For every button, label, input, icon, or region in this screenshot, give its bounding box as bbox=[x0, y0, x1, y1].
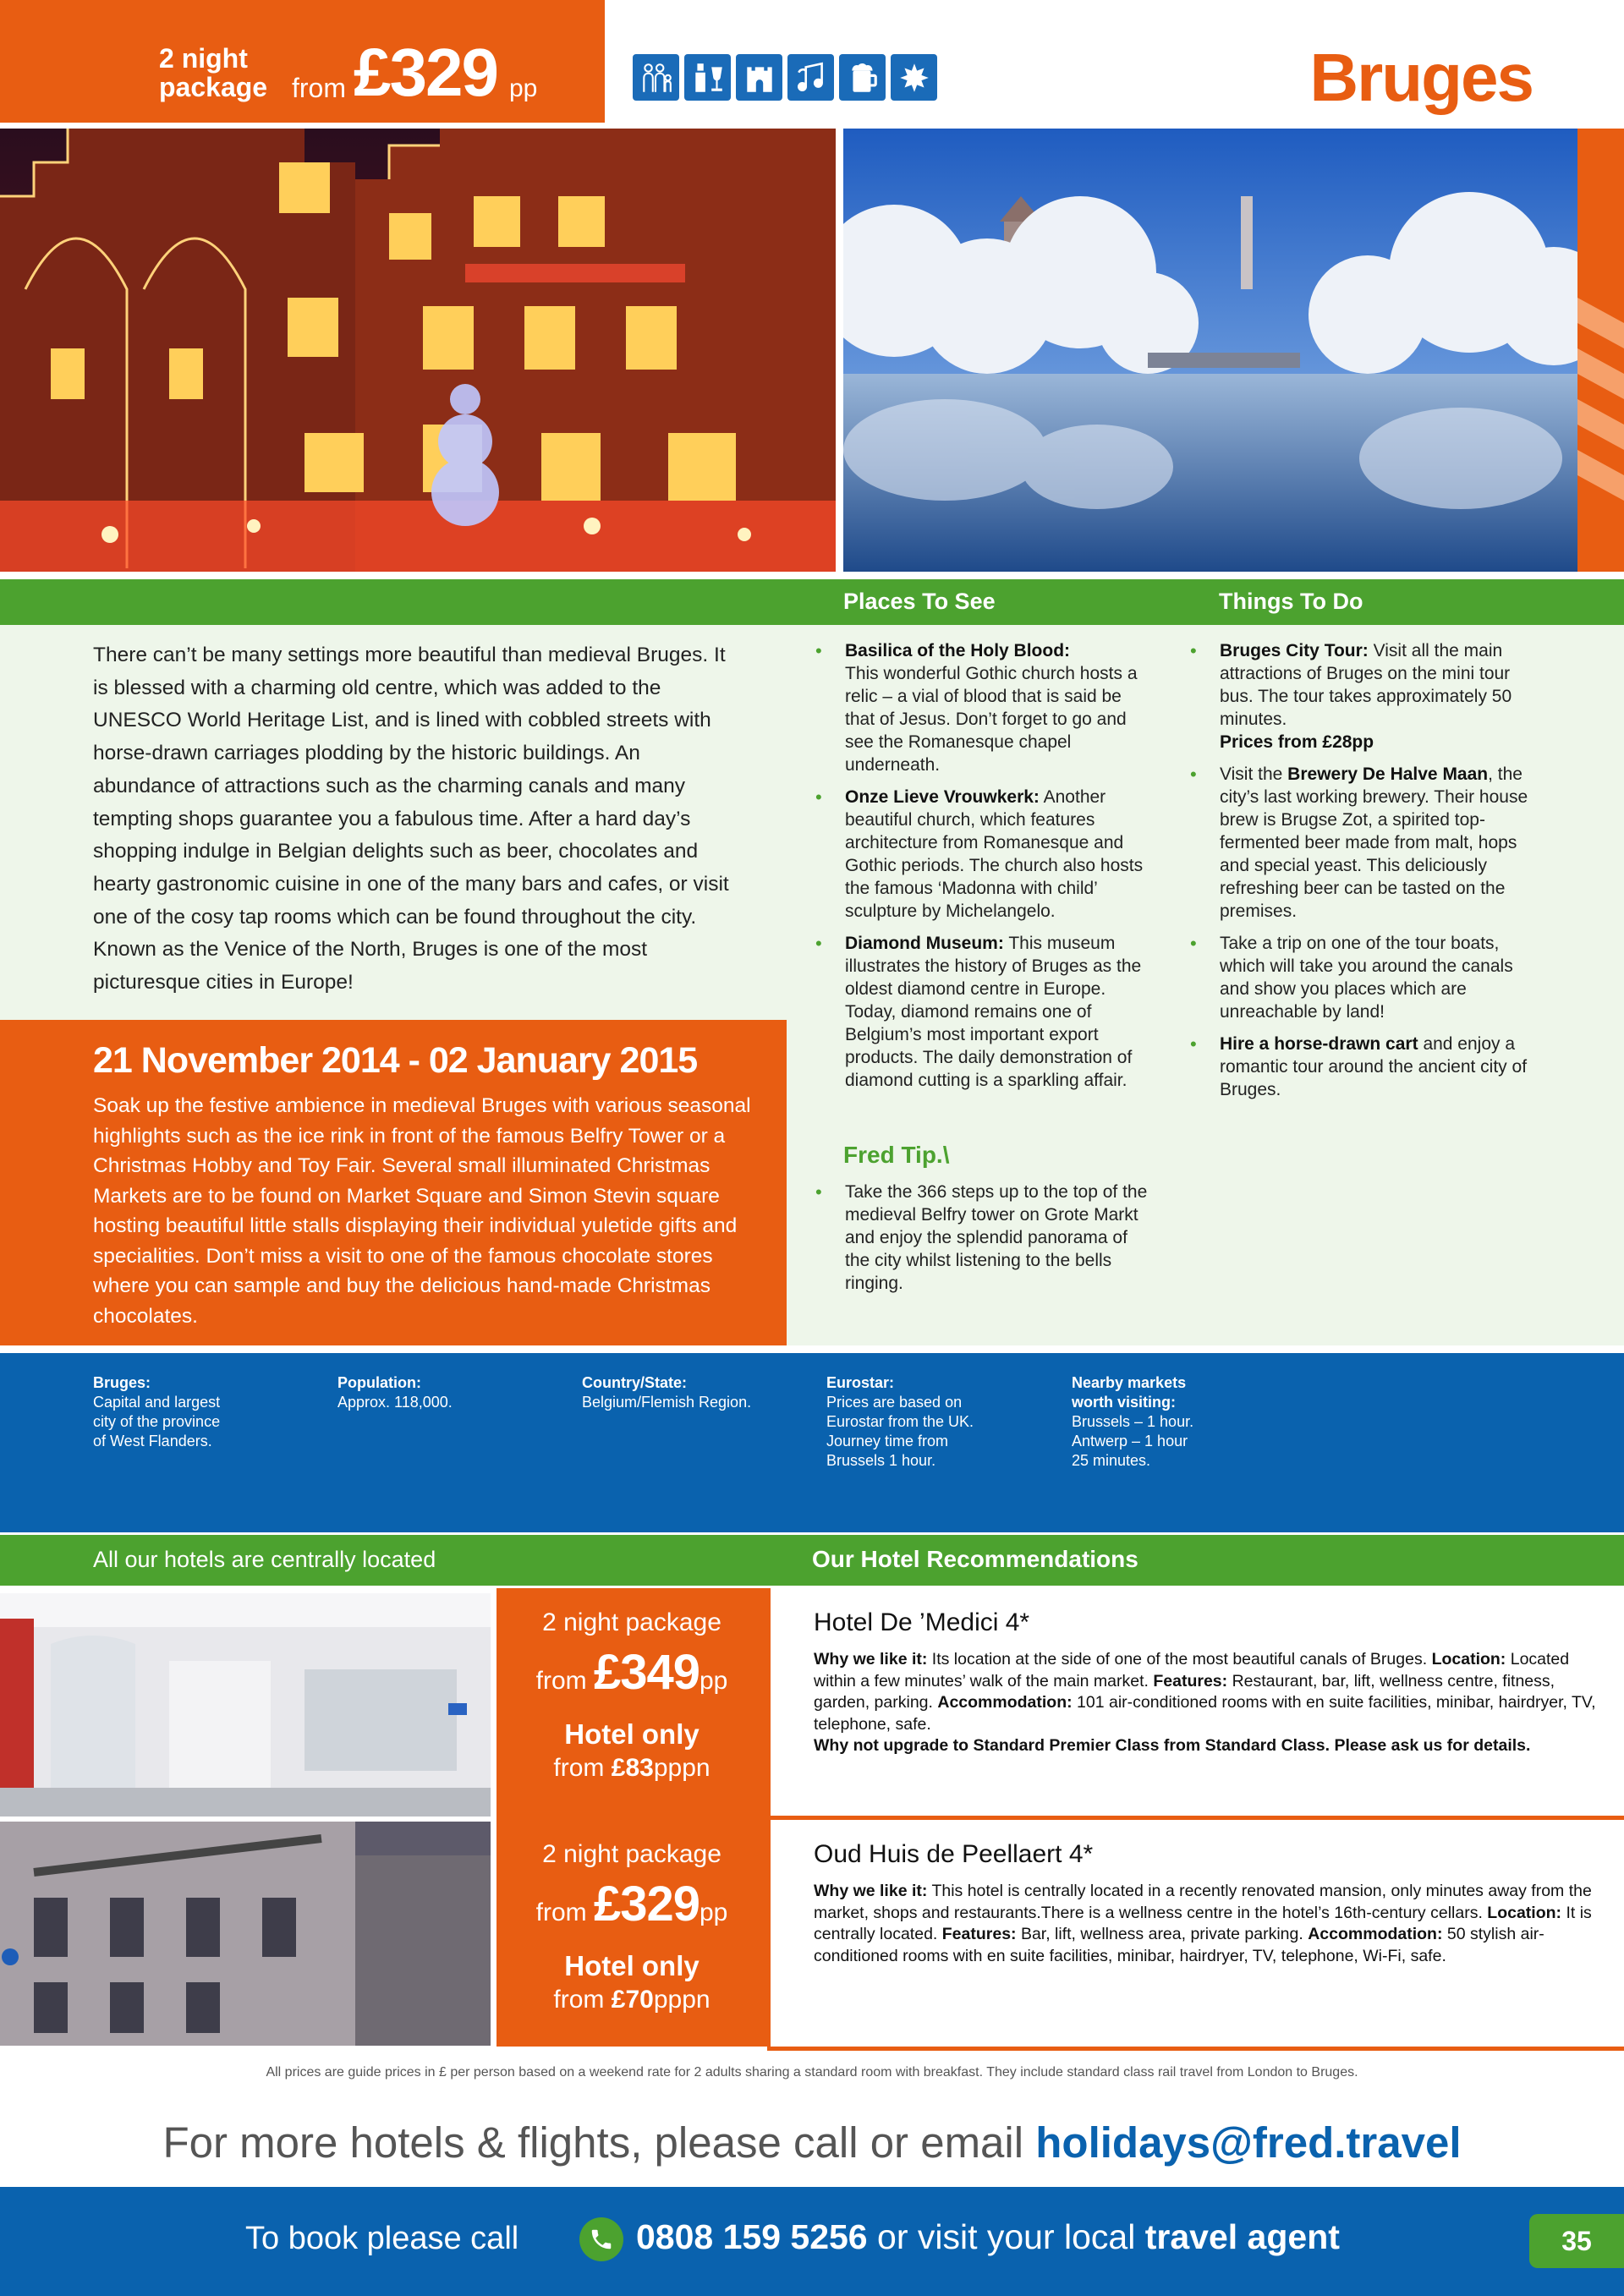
festive-promo bbox=[0, 1020, 787, 1345]
section-header-band bbox=[0, 579, 1624, 625]
booking-phone[interactable]: 0808 159 5256 or visit your local travel agent bbox=[636, 2217, 1340, 2256]
book-label: To book please call bbox=[245, 2221, 519, 2256]
promo-dates: 21 November 2014 - 02 January 2015 bbox=[93, 1040, 698, 1081]
fact-country: Country/State: Belgium/Flemish Region. bbox=[582, 1374, 752, 1411]
family-icon bbox=[633, 54, 679, 101]
decorative-stripes bbox=[1577, 129, 1624, 572]
list-item: • Diamond Museum: This museum illustrates the history of Bruges as the oldest diamond centre in Europe. Today, diamond remains one of Belgium’s most important export products. The daily demonstration of diamond cutting is a sparkling affair. bbox=[812, 932, 1150, 1092]
fred-tip-title: Fred Tip.\ bbox=[843, 1142, 950, 1168]
header-price-banner bbox=[0, 0, 605, 123]
list-item: • Basilica of the Holy Blood: This wonderful Gothic church hosts a relic – a vial of blood that is said be that of Jesus. Don’t forget to go and see the Romanesque chapel underneath. bbox=[812, 639, 1150, 776]
hotels-header-band bbox=[0, 1535, 1624, 1586]
winter-canal-photo bbox=[843, 129, 1577, 572]
page-number: 35 bbox=[1529, 2214, 1624, 2268]
christmas-lights-photo bbox=[0, 129, 836, 572]
hotel-peellaert-photo bbox=[0, 1822, 491, 2046]
castle-icon bbox=[736, 54, 782, 101]
hotels-central-note: All our hotels are centrally located bbox=[93, 1547, 436, 1572]
promo-text: Soak up the festive ambience in medieval Bruges with various seasonal highlights such as the ice rink in front of the famous Belfry Tower or a Christmas Hobby and Toy Fair. Several small illuminated Christmas Markets are to be found on Market Square and Simon Stevin square hosting beautiful little stalls displaying their individual yuletide gifts and specialities. Don’t miss a visit to one of the famous chocolate stores where you can sample and buy the delicious hand-made Christmas chocolates. bbox=[93, 1094, 751, 1328]
per-person-label: pp bbox=[509, 74, 538, 102]
fact-nearby-markets: Nearby markets worth visiting: Brussels – 1 hour. Antwerp – 1 hour 25 minutes. bbox=[1072, 1374, 1194, 1469]
hotel-name: Oud Huis de Peellaert 4* bbox=[814, 1840, 1094, 1868]
city-title: Bruges bbox=[1309, 40, 1533, 115]
medici-price-box: 2 night package from £349pp Hotel only from £83pppn bbox=[497, 1588, 767, 1820]
fred-tip-list bbox=[812, 1181, 1150, 1304]
fact-eurostar: Eurostar: Prices are based on Eurostar from the UK. Journey time from Brussels 1 hour. bbox=[826, 1374, 974, 1469]
places-to-see-title: Places To See bbox=[843, 589, 996, 614]
hotel-description: Why we like it: Its location at the side of one of the most beautiful canals of Bruges. Location: Located within a few minutes’ walk of the main market. Features: Restaurant, bar, lift, wellness centre, fitness, garden, parking. Accommodation: 101 air-conditioned rooms with en suite facilities, minibar, hairdryer, TV, telephone, safe. Why not upgrade to Standard Premier Class from Standard Class. Please ask us for details. bbox=[814, 1650, 1596, 1755]
list-item: • Hire a horse-drawn cart and enjoy a romantic tour around the ancient city of Bruges. bbox=[1187, 1033, 1542, 1101]
places-list bbox=[812, 639, 1150, 1101]
list-item: • Visit the Brewery De Halve Maan, the city’s last working brewery. Their house brew is Brugse Zot, a spirited top-fermented beer made from malt, hops and special yeast. This deliciously refreshing beer can be tasted on the premises. bbox=[1187, 763, 1542, 923]
from-label: from bbox=[292, 73, 346, 103]
hotel-recommendations-title: Our Hotel Recommendations bbox=[812, 1546, 1138, 1572]
intro-paragraph: There can’t be many settings more beautiful than medieval Bruges. It is blessed with a charming old centre, which was added to the UNESCO World Heritage List, and is lined with cobbled streets with horse-drawn carriages plodding by the historic buildings. An abundance of attractions such as the charming canals and many tempting shops guarantee you a fabulous time. After a hard day’s shopping indulge in Belgian delights such as beer, chocolates and hearty gastronomic cuisine in one of the many bars and cafes, or visit one of the cosy tap rooms which can be found throughout the city. Known as the Venice of the North, Bruges is one of the most picturesque cities in Europe! bbox=[93, 644, 729, 995]
beer-icon bbox=[839, 54, 886, 101]
phone-icon bbox=[579, 2217, 623, 2261]
hotel-card-peellaert bbox=[767, 1820, 1624, 2051]
things-list bbox=[1187, 639, 1542, 1110]
hotel-description: Why we like it: This hotel is centrally located in a recently renovated mansion, only minutes away from the market, shops and restaurants.There is a wellness centre in the hotel’s 16th-century cellars. Location: It is centrally located. Features: Bar, lift, wellness area, private parking. Accommodation: 50 stylish air-conditioned rooms with en suite facilities, minibar, hairdryer, TV, telephone, Wi-Fi, safe. bbox=[814, 1882, 1592, 1965]
email-link[interactable]: holidays@fred.travel bbox=[1035, 2118, 1462, 2167]
price-disclaimer: All prices are guide prices in £ per person based on a weekend rate for 2 adults sharing a standard room with breakfast. They include standard class rail travel from London to Bruges. bbox=[266, 2065, 1358, 2080]
list-item: • Take a trip on one of the tour boats, which will take you around the canals and show you places which are unreachable by land! bbox=[1187, 932, 1542, 1023]
snow-icon bbox=[891, 54, 937, 101]
list-item: • Bruges City Tour: Visit all the main attractions of Bruges on the mini tour bus. The tour takes approximately 50 minutes. Prices from £28pp bbox=[1187, 639, 1542, 753]
package-label: 2 night package bbox=[159, 43, 268, 102]
music-icon bbox=[787, 54, 834, 101]
wine-icon bbox=[684, 54, 731, 101]
feature-icons bbox=[633, 54, 937, 101]
things-to-do-title: Things To Do bbox=[1219, 589, 1363, 614]
fact-bruges: Bruges: Capital and largest city of the province of West Flanders. bbox=[93, 1374, 221, 1449]
hotel-medici-photo bbox=[0, 1593, 491, 1817]
fact-population: Population: Approx. 118,000. bbox=[337, 1374, 453, 1411]
hotel-card-medici bbox=[767, 1588, 1624, 1820]
facts-band bbox=[0, 1353, 1624, 1532]
booking-footer bbox=[0, 2187, 1624, 2296]
list-item: • Onze Lieve Vrouwkerk: Another beautiful church, which features architecture from Romanesque and Gothic periods. The church also hosts the famous ‘Madonna with child’ sculpture by Michelangelo. bbox=[812, 786, 1150, 923]
package-price: £329 bbox=[354, 35, 497, 110]
peellaert-price-box: 2 night package from £329pp Hotel only from £70pppn bbox=[497, 1820, 767, 2047]
list-item: • Take the 366 steps up to the top of the medieval Belfry tower on Grote Markt and enjoy the splendid panorama of the city whilst listening to the bells ringing. bbox=[812, 1181, 1150, 1295]
contact-line: For more hotels & flights, please call or email holidays@fred.travel bbox=[162, 2118, 1462, 2167]
hotel-name: Hotel De ’Medici 4* bbox=[814, 1608, 1030, 1636]
